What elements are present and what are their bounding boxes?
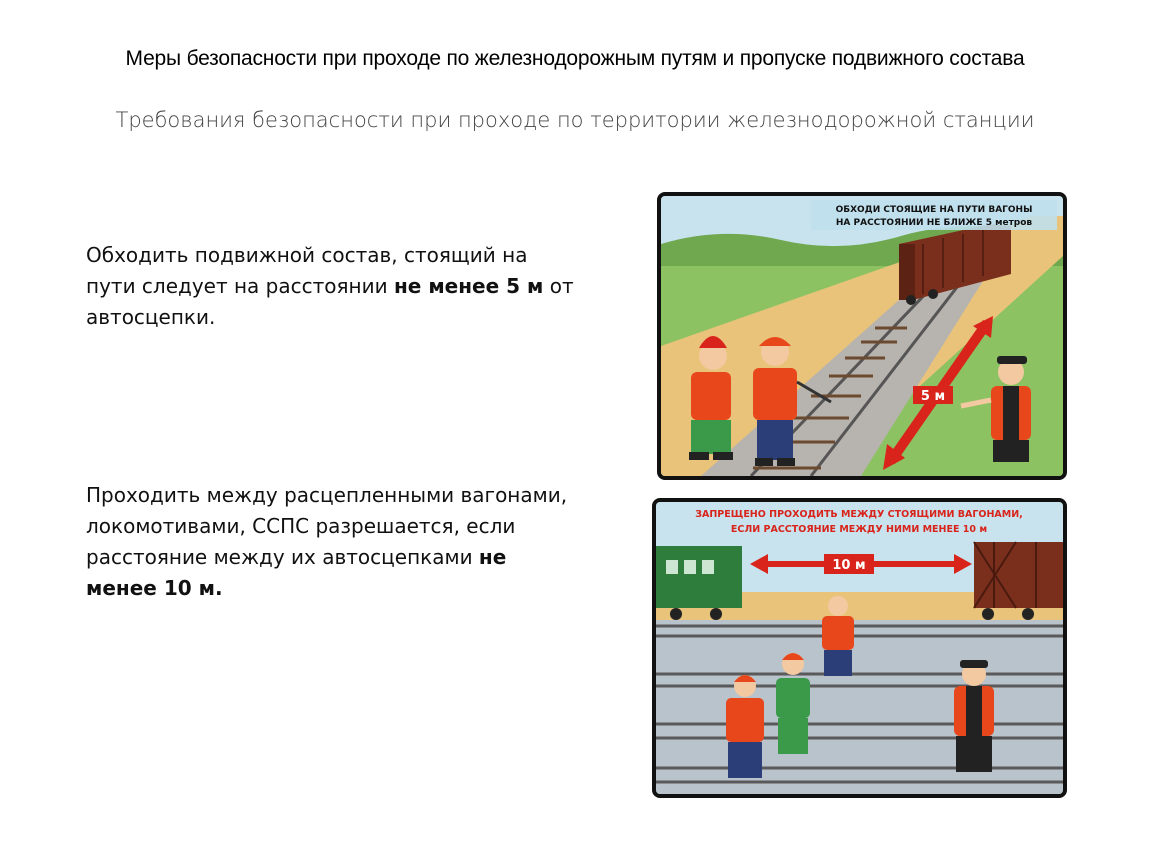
poster-2-distance-label: 10 м <box>832 558 866 573</box>
poster-2-caption-line1: ЗАПРЕЩЕНО ПРОХОДИТЬ МЕЖДУ СТОЯЩИМИ ВАГОНАМИ, <box>695 509 1023 520</box>
poster-1-caption-line1: ОБХОДИ СТОЯЩИЕ НА ПУТИ ВАГОНЫ <box>835 205 1033 215</box>
poster-1-illustration <box>661 196 1063 476</box>
rule-1-text-after: от автосцепки. <box>86 274 574 329</box>
poster-2-illustration <box>656 502 1063 794</box>
poster-walk-around-wagons <box>657 192 1067 480</box>
rule-1-bold: не менее 5 м <box>393 274 544 298</box>
wagon-shape <box>974 542 1063 608</box>
poster-1-distance-label: 5 м <box>920 389 946 404</box>
rule-2-bold: не менее 10 м. <box>86 545 507 600</box>
rule-2-text-before: Проходить между расцепленными вагонами, локомотивами, ССПС разрешается, если расстояние между их автосцепками <box>86 483 568 569</box>
locomotive-shape <box>656 546 742 608</box>
page-subtitle: Требования безопасности при проходе по территории железнодорожной станции <box>115 108 1035 132</box>
rule-1-text-before: Обходить подвижной состав, стоящий на пути следует на расстоянии <box>86 243 528 298</box>
rule-text-2 <box>86 480 576 604</box>
poster-pass-between-wagons <box>652 498 1067 798</box>
rule-text-1 <box>86 240 576 333</box>
poster-2-caption-line2: ЕСЛИ РАССТОЯНИЕ МЕЖДУ НИМИ МЕНЕЕ 10 м <box>730 524 988 535</box>
poster-1-caption-line2: НА РАССТОЯНИИ НЕ БЛИЖЕ 5 метров <box>835 218 1033 228</box>
page-title: Меры безопасности при проходе по железнодорожным путям и пропуске подвижного состава <box>125 47 1025 70</box>
